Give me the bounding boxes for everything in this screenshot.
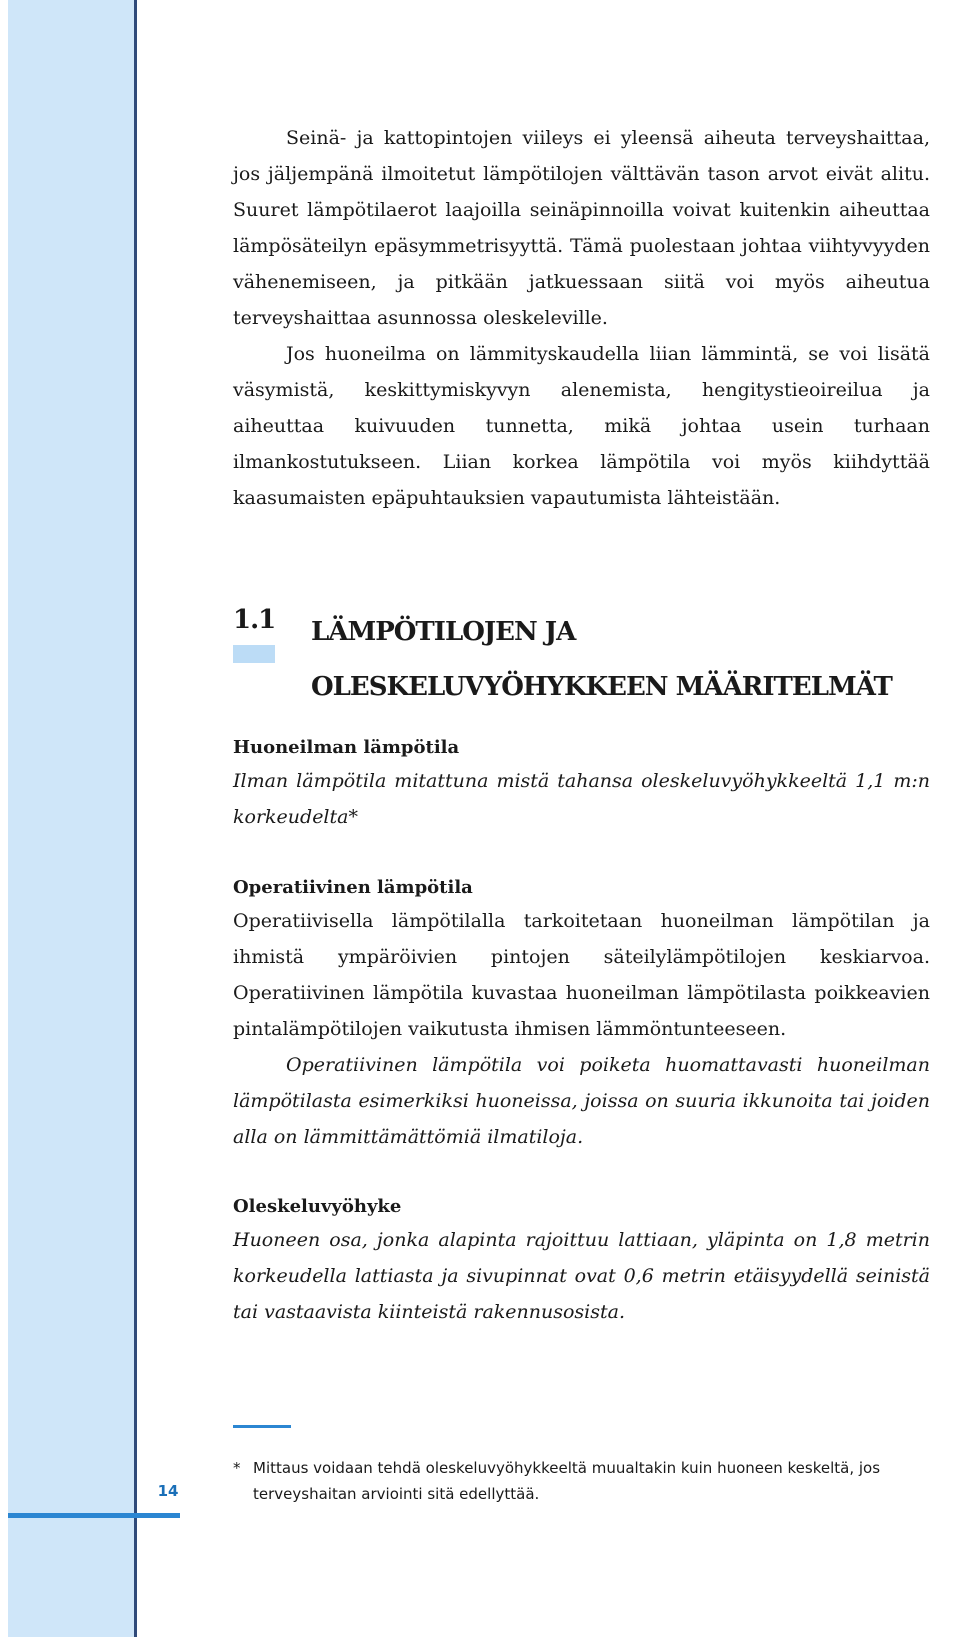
paragraph: Seinä- ja kattopintojen viileys ei yleensä aiheuta terveyshaittaa, jos jäljempänä ilmoitetut lämpötilojen välttävän tason arvot eivät alitu. Suuret lämpötilaerot laajoilla seinäpinnoilla voivat kuitenkin aiheuttaa lämpösäteilyn epäsymmetrisyyttä. Tämä puolestaan johtaa viihtyvyyden vähenemiseen, ja pitkään jatkuessaan siitä voi myös aiheutua terveyshaittaa asunnossa oleskeleville.	[233, 127, 930, 329]
definition-block	[233, 733, 930, 835]
paragraph: Jos huoneilma on lämmityskaudella liian lämmintä, se voi lisätä väsymistä, keskittymiskyvyn alenemista, hengitystieoireilua ja aiheuttaa kuivuuden tunnetta, mikä johtaa usein turhaan ilmankostutukseen. Liian korkea lämpötila voi myös kiihdyttää kaasumaisten epäpuhtauksien vapautumista lähteistään.	[233, 343, 930, 509]
definition-block	[233, 873, 930, 1155]
footnote-rule	[233, 1425, 291, 1428]
intro-text	[233, 120, 930, 516]
definition-text: Operatiivinen lämpötila voi poiketa huomattavasti huoneilman lämpötilasta esimerkiksi huoneissa, joissa on suuria ikkunoita tai joiden alla on lämmittämättömiä ilmatiloja.	[233, 1054, 930, 1148]
section-heading	[233, 605, 930, 705]
definition-text: Ilman lämpötila mitattuna mistä tahansa oleskeluvyöhykkeeltä 1,1 m:n korkeudelta*	[233, 770, 930, 828]
definition-heading: Huoneilman lämpötila	[233, 737, 460, 758]
section-title-line: OLESKELUVYÖHYKKEEN MÄÄRITELMÄT	[311, 672, 892, 702]
definition-heading: Oleskeluvyöhyke	[233, 1196, 402, 1217]
footnote	[233, 1455, 930, 1507]
section-title-line: LÄMPÖTILOJEN JA	[311, 617, 576, 647]
definition-block	[233, 1192, 930, 1330]
footnote-marker: *	[233, 1459, 241, 1477]
page-number-bar	[8, 1513, 180, 1518]
side-margin-rule	[134, 0, 137, 1637]
section-marker	[233, 645, 275, 663]
definition-text: Operatiivisella lämpötilalla tarkoitetaan huoneilman lämpötilan ja ihmistä ympäröivien pintojen säteilylämpötilojen keskiarvoa. Operatiivinen lämpötila kuvastaa huoneilman lämpötilasta poikkeavien pintalämpötilojen vaikutusta ihmisen lämmöntunteeseen.	[233, 910, 930, 1040]
page-number: 14	[157, 1482, 179, 1500]
section-title	[311, 605, 892, 715]
section-number: 1.1	[233, 605, 276, 635]
side-margin-band	[8, 0, 135, 1637]
definition-heading: Operatiivinen lämpötila	[233, 877, 473, 898]
footnote-text: Mittaus voidaan tehdä oleskeluvyöhykkeeltä muualtakin kuin huoneen keskeltä, jos terveyshaitan arviointi sitä edellyttää.	[253, 1459, 881, 1503]
definition-text: Huoneen osa, jonka alapinta rajoittuu lattiaan, yläpinta on 1,8 metrin korkeudella lattiasta ja sivupinnat ovat 0,6 metrin etäisyydellä seinistä tai vastaavista kiinteistä rakennusosista.	[233, 1229, 930, 1323]
